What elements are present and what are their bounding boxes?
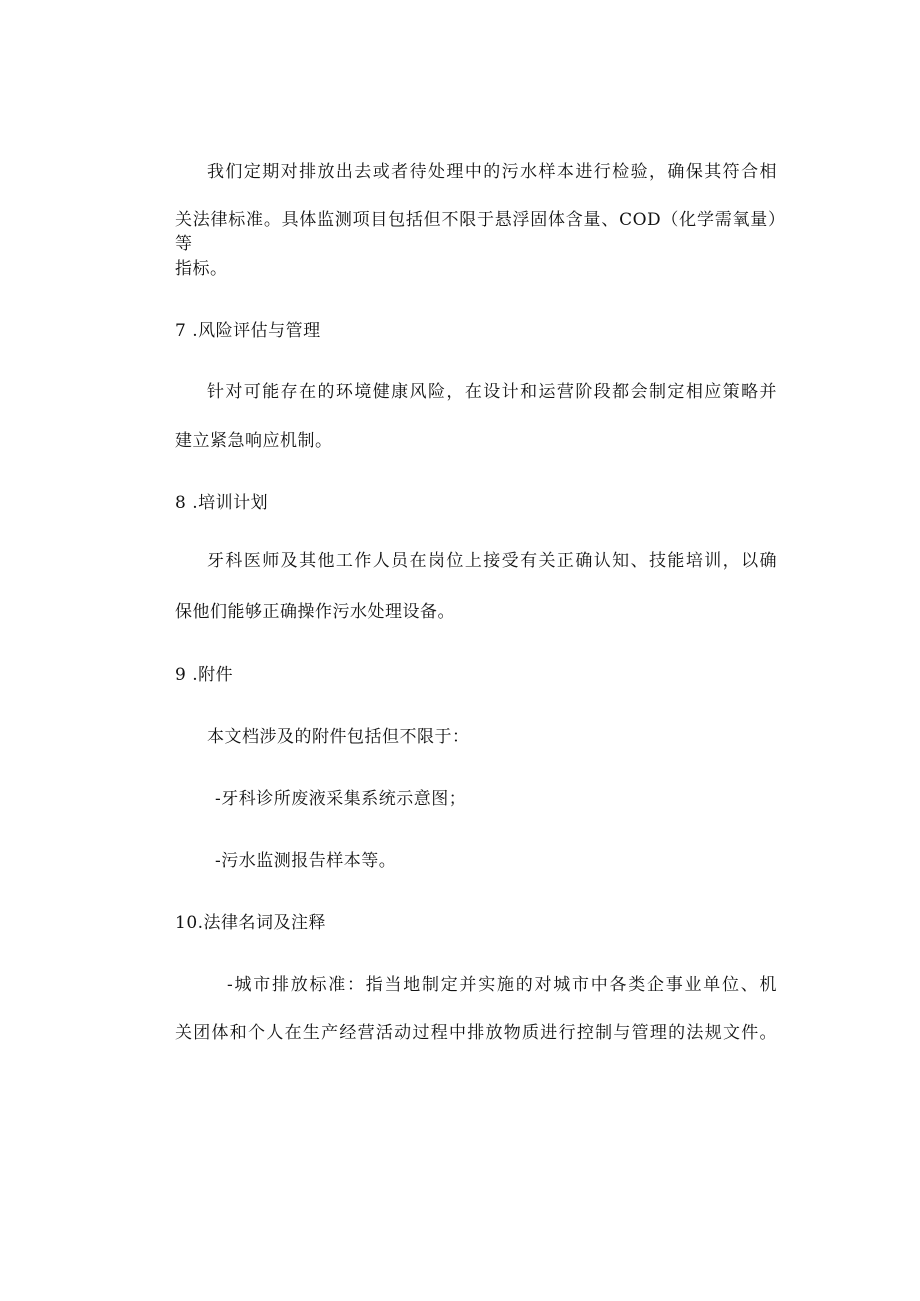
paragraph-risk-line-2: 建立紧急响应机制。 [175,431,333,451]
paragraph-definitions-line-1: -城市排放标准：指当地制定并实施的对城市中各类企事业单位、机 [227,975,777,995]
attachment-list-item: -污水监测报告样本等。 [215,851,397,871]
attachment-list-item: -牙科诊所废液采集系统示意图； [215,789,467,809]
section-heading-10: 10.法律名词及注释 [175,913,327,933]
paragraph-training-line-2: 保他们能够正确操作污水处理设备。 [175,602,455,622]
paragraph-risk-line-1: 针对可能存在的环境健康风险，在设计和运营阶段都会制定相应策略并 [207,382,777,402]
paragraph-definitions-line-2: 关团体和个人在生产经营活动过程中排放物质进行控制与管理的法规文件。 [175,1023,777,1043]
paragraph-monitoring-line-2: 关法律标准。具体监测项目包括但不限于悬浮固体含量、COD（化学需氧量）等 [175,210,777,254]
section-heading-7: 7 .风险评估与管理 [175,321,321,341]
section-heading-9: 9 .附件 [175,665,234,685]
paragraph-monitoring-line-1: 我们定期对排放出去或者待处理中的污水样本进行检验，确保其符合相 [207,162,777,182]
section-heading-8: 8 .培训计划 [175,493,269,513]
paragraph-monitoring-line-3: 指标。 [175,259,228,279]
paragraph-training-line-1: 牙科医师及其他工作人员在岗位上接受有关正确认知、技能培训，以确 [207,551,777,571]
paragraph-attachments-intro: 本文档涉及的附件包括但不限于： [207,727,470,747]
